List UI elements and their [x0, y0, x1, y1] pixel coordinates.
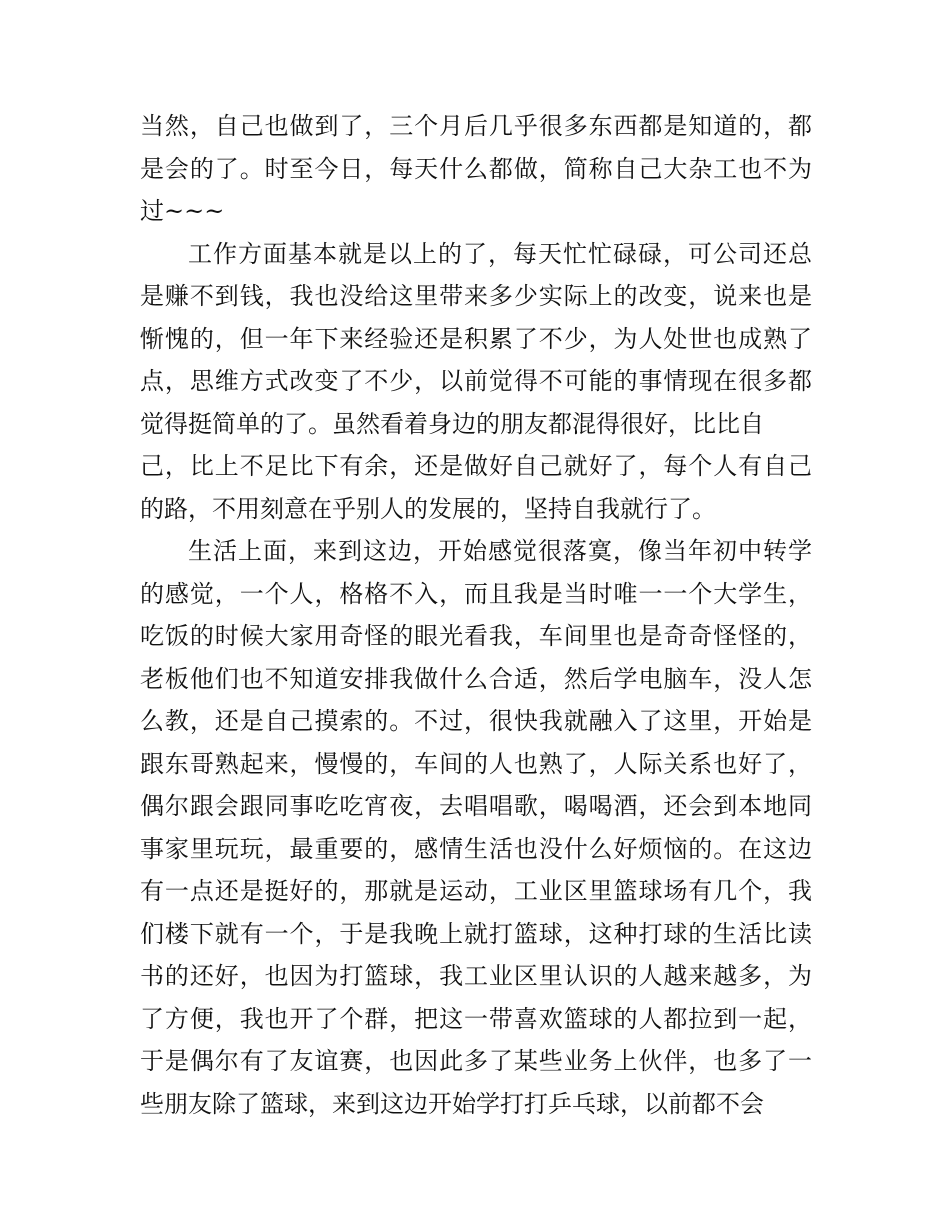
text-line: 是会的了。时至今日，每天什么都做，简称自己大杂工也不为: [140, 154, 812, 183]
text-line: 于是偶尔有了友谊赛，也因此多了某些业务上伙伴，也多了一: [140, 1047, 812, 1075]
text-line: 的感觉，一个人，格格不入，而且我是当时唯一一个大学生，: [140, 579, 812, 608]
text-line: 工作方面基本就是以上的了，每天忙忙碌碌，可公司还总: [188, 239, 812, 268]
text-line: 生活上面，来到这边，开始感觉很落寞，像当年初中转学: [188, 537, 812, 565]
text-line: 觉得挺简单的了。虽然看着身边的朋友都混得很好，比比自: [140, 409, 764, 438]
text-line: 点，思维方式改变了不少，以前觉得不可能的事情现在很多都: [140, 367, 812, 395]
text-line: 当然，自己也做到了，三个月后几乎很多东西都是知道的，都: [140, 112, 812, 140]
body-text: [140, 105, 812, 1125]
text-line: 事家里玩玩，最重要的，感情生活也没什么好烦恼的。在这边: [140, 834, 812, 863]
text-line: 过~~~: [140, 197, 225, 225]
text-line: 的路，不用刻意在乎别人的发展的，坚持自我就行了。: [140, 494, 716, 523]
text-line: 跟东哥熟起来，慢慢的，车间的人也熟了，人际关系也好了，: [140, 749, 812, 778]
text-line: 书的还好，也因为打篮球，我工业区里认识的人越来越多，为: [140, 962, 812, 990]
text-line: 了方便，我也开了个群，把这一带喜欢篮球的人都拉到一起，: [140, 1004, 812, 1033]
text-line: 有一点还是挺好的，那就是运动，工业区里篮球场有几个，我: [140, 877, 812, 905]
text-line: 惭愧的，但一年下来经验还是积累了不少，为人处世也成熟了: [140, 324, 812, 353]
text-line: 偶尔跟会跟同事吃吃宵夜，去唱唱歌，喝喝酒，还会到本地同: [140, 792, 812, 820]
text-line: 己，比上不足比下有余，还是做好自己就好了，每个人有自己: [140, 452, 812, 480]
text-line: 老板他们也不知道安排我做什么合适，然后学电脑车，没人怎: [140, 664, 812, 693]
text-line: 吃饭的时候大家用奇怪的眼光看我，车间里也是奇奇怪怪的，: [140, 622, 812, 650]
text-line: 是赚不到钱，我也没给这里带来多少实际上的改变，说来也是: [140, 282, 812, 310]
text-line: 们楼下就有一个，于是我晚上就打篮球，这种打球的生活比读: [140, 919, 812, 948]
text-line: 些朋友除了篮球，来到这边开始学打打乒乓球，以前都不会: [140, 1089, 764, 1118]
text-line: 么教，还是自己摸索的。不过，很快我就融入了这里，开始是: [140, 707, 812, 735]
